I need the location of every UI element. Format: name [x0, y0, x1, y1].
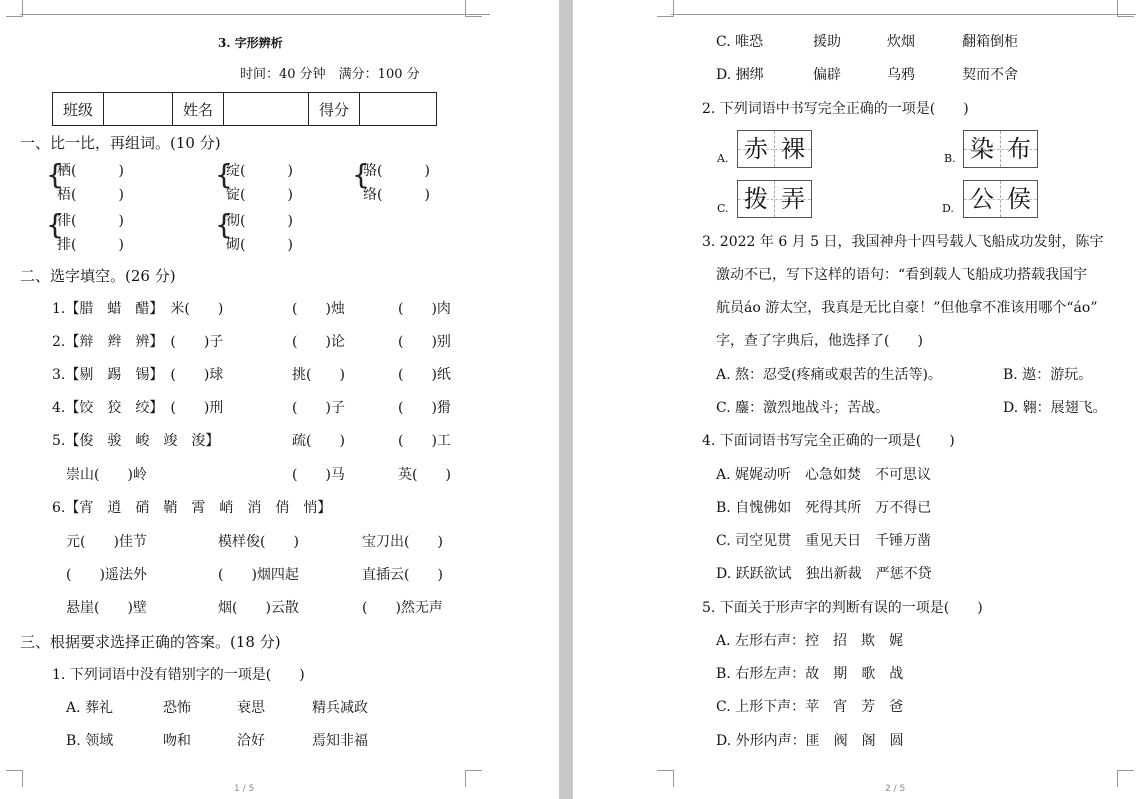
fill-item: ( )论	[292, 334, 345, 350]
option-a-word: A. 葬礼	[66, 700, 114, 716]
q5-option: B. 右形左声：故 期 歌 战	[716, 666, 904, 682]
tian-grid-cell: 拨	[738, 181, 775, 217]
word-pair-item: 绽( )	[226, 163, 293, 179]
fill-item: 悬崖( )壁	[66, 600, 147, 616]
question-1: 1. 下列词语中没有错别字的一项是( )	[52, 667, 305, 683]
fill-item: ( )遥法外	[66, 567, 147, 583]
option-b-word: 洽好	[237, 733, 265, 749]
header-rule	[20, 14, 490, 15]
word-pair-item: 栖( )	[57, 163, 124, 179]
tian-grid-cell: 布	[1001, 131, 1037, 167]
question-3-line: 3. 2022 年 6 月 5 日，我国神舟十四号载人飞船成功发射，陈宇	[702, 234, 1104, 250]
section-3-heading: 三、根据要求选择正确的答案。(18 分)	[20, 633, 281, 651]
q2-option-c-grid	[737, 180, 812, 218]
name-label: 姓名	[173, 93, 224, 126]
fill-item: ( )猾	[398, 400, 451, 416]
fill-item: 宝刀出( )	[362, 534, 443, 550]
word-pair-item: 砌( )	[226, 237, 293, 253]
fill-item: ( )然无声	[362, 600, 443, 616]
tian-grid-cell: 侯	[1001, 181, 1037, 217]
class-field[interactable]	[104, 93, 173, 126]
document-page-2	[573, 0, 1146, 799]
q4-option: D. 跃跃欲试 独出新裁 严惩不贷	[716, 566, 932, 582]
name-field[interactable]	[224, 93, 309, 126]
option-c-word: 炊烟	[887, 34, 915, 50]
fill-item: 模样俊( )	[218, 534, 299, 550]
score-field[interactable]	[360, 93, 437, 126]
word-pair-item: 络( )	[363, 187, 430, 203]
option-c-word: C. 唯恐	[716, 34, 764, 50]
q5-option: C. 上形下声：苹 宵 芳 爸	[716, 699, 904, 715]
page-title: 3. 字形辨析	[218, 36, 283, 50]
time-score-info: 时间：40 分钟 满分：100 分	[240, 67, 420, 82]
question-4: 4. 下面词语书写完全正确的一项是( )	[702, 433, 955, 449]
option-a-word: 精兵减政	[312, 700, 368, 716]
q2-option-label: B.	[944, 152, 956, 165]
fill-item: 2.【辩 辫 辨】 ( )子	[52, 334, 224, 350]
option-a-word: 衰思	[237, 700, 265, 716]
q2-option-label: D.	[942, 202, 954, 215]
q4-option: A. 娓娓动听 心急如焚 不可思议	[716, 467, 932, 483]
word-pair-item: 彻( )	[226, 213, 293, 229]
fill-item: 挑( )	[292, 367, 345, 383]
fill-item: ( )别	[398, 334, 451, 350]
option-a-word: 恐怖	[163, 700, 191, 716]
fill-item: ( )烛	[292, 301, 345, 317]
brace-icon: {	[215, 208, 233, 241]
option-c-word: 翻箱倒柜	[962, 34, 1018, 50]
fill-item: 5.【俊 骏 峻 竣 浚】	[52, 433, 220, 449]
fill-item: 3.【剔 踢 锡】 ( )球	[52, 367, 224, 383]
fill-item: 英( )	[398, 467, 451, 483]
word-pair-item: 锭( )	[226, 187, 293, 203]
option-d-word: D. 捆绑	[716, 67, 764, 83]
brace-icon: {	[352, 158, 370, 191]
question-3-line: 航员áo 游太空，我真是无比自豪！”但他拿不准该用哪个“áo”	[716, 300, 1098, 316]
word-pair-item: 骆( )	[363, 163, 430, 179]
fill-item: ( )肉	[398, 301, 451, 317]
q3-option-b: B. 遨：游玩。	[1003, 367, 1093, 383]
fill-item: ( )马	[292, 467, 345, 483]
fill-item: 烟( )云散	[218, 600, 299, 616]
fill-item: 崇山( )岭	[66, 467, 147, 483]
word-pair-item: 排( )	[57, 237, 124, 253]
q3-option-d: D. 翱：展翅飞。	[1003, 400, 1107, 416]
option-d-word: 偏辟	[813, 67, 841, 83]
q3-option-a: A. 熬：忍受(疼痛或艰苦的生活等)。	[716, 367, 942, 383]
header-rule	[671, 14, 1136, 15]
fill-item: 直插云( )	[362, 567, 443, 583]
document-page-1	[0, 0, 559, 799]
fill-item: 疏( )	[292, 433, 345, 449]
q2-option-label: A.	[717, 152, 729, 165]
fill-item: 4.【饺 狡 绞】 ( )刑	[52, 400, 224, 416]
fill-item: 1.【腊 蜡 醋】 米( )	[52, 301, 224, 317]
option-b-word: 焉知非福	[312, 733, 368, 749]
page-gap	[559, 0, 573, 799]
brace-icon: {	[215, 158, 233, 191]
q5-option: D. 外形内声：匪 阀 阁 圆	[716, 733, 904, 749]
fill-item: 元( )佳节	[66, 534, 147, 550]
tian-grid-cell: 弄	[775, 181, 811, 217]
question-3-line: 激动不已，写下这样的语句：“看到载人飞船成功搭载我国宇	[716, 267, 1088, 283]
tian-grid-cell: 赤	[738, 131, 775, 167]
question-5: 5. 下面关于形声字的判断有误的一项是( )	[702, 600, 983, 616]
word-pair-item: 梧( )	[57, 187, 124, 203]
q4-option: C. 司空见贯 重见天日 千锤万凿	[716, 533, 932, 549]
option-d-word: 乌鸦	[887, 67, 915, 83]
option-b-word: 吻和	[163, 733, 191, 749]
tian-grid-cell: 裸	[775, 131, 811, 167]
page-number: 1 / 5	[234, 784, 255, 794]
fill-item: ( )工	[398, 433, 451, 449]
section-2-heading: 二、选字填空。(26 分)	[20, 267, 176, 285]
fill-item: ( )子	[292, 400, 345, 416]
fill-item: ( )纸	[398, 367, 451, 383]
q2-option-label: C.	[717, 202, 729, 215]
class-label: 班级	[53, 93, 104, 126]
q6-options: 6.【宵 逍 硝 鞘 霄 峭 消 俏 悄】	[52, 500, 332, 516]
question-2: 2. 下列词语中书写完全正确的一项是( )	[702, 101, 969, 117]
word-pair-item: 徘( )	[57, 213, 124, 229]
option-d-word: 契而不舍	[962, 67, 1018, 83]
tian-grid-cell: 染	[964, 131, 1001, 167]
option-c-word: 援助	[813, 34, 841, 50]
score-label: 得分	[309, 93, 360, 126]
q2-option-b-grid	[963, 130, 1038, 168]
q2-option-a-grid	[737, 130, 812, 168]
q5-option: A. 左形右声：控 招 欺 娓	[716, 633, 904, 649]
brace-icon: {	[46, 158, 64, 191]
q2-option-d-grid	[963, 180, 1038, 218]
page-number: 2 / 5	[885, 784, 906, 794]
q3-option-c: C. 鏖：激烈地战斗；苦战。	[716, 400, 890, 416]
option-b-word: B. 领域	[66, 733, 114, 749]
question-3-line: 字，查了字典后，他选择了( )	[716, 333, 923, 349]
q4-option: B. 自愧佛如 死得其所 万不得已	[716, 500, 932, 516]
section-1-heading: 一、比一比，再组词。(10 分)	[20, 134, 221, 152]
brace-icon: {	[46, 208, 64, 241]
tian-grid-cell: 公	[964, 181, 1001, 217]
student-info-table	[52, 92, 437, 126]
fill-item: ( )烟四起	[218, 567, 299, 583]
